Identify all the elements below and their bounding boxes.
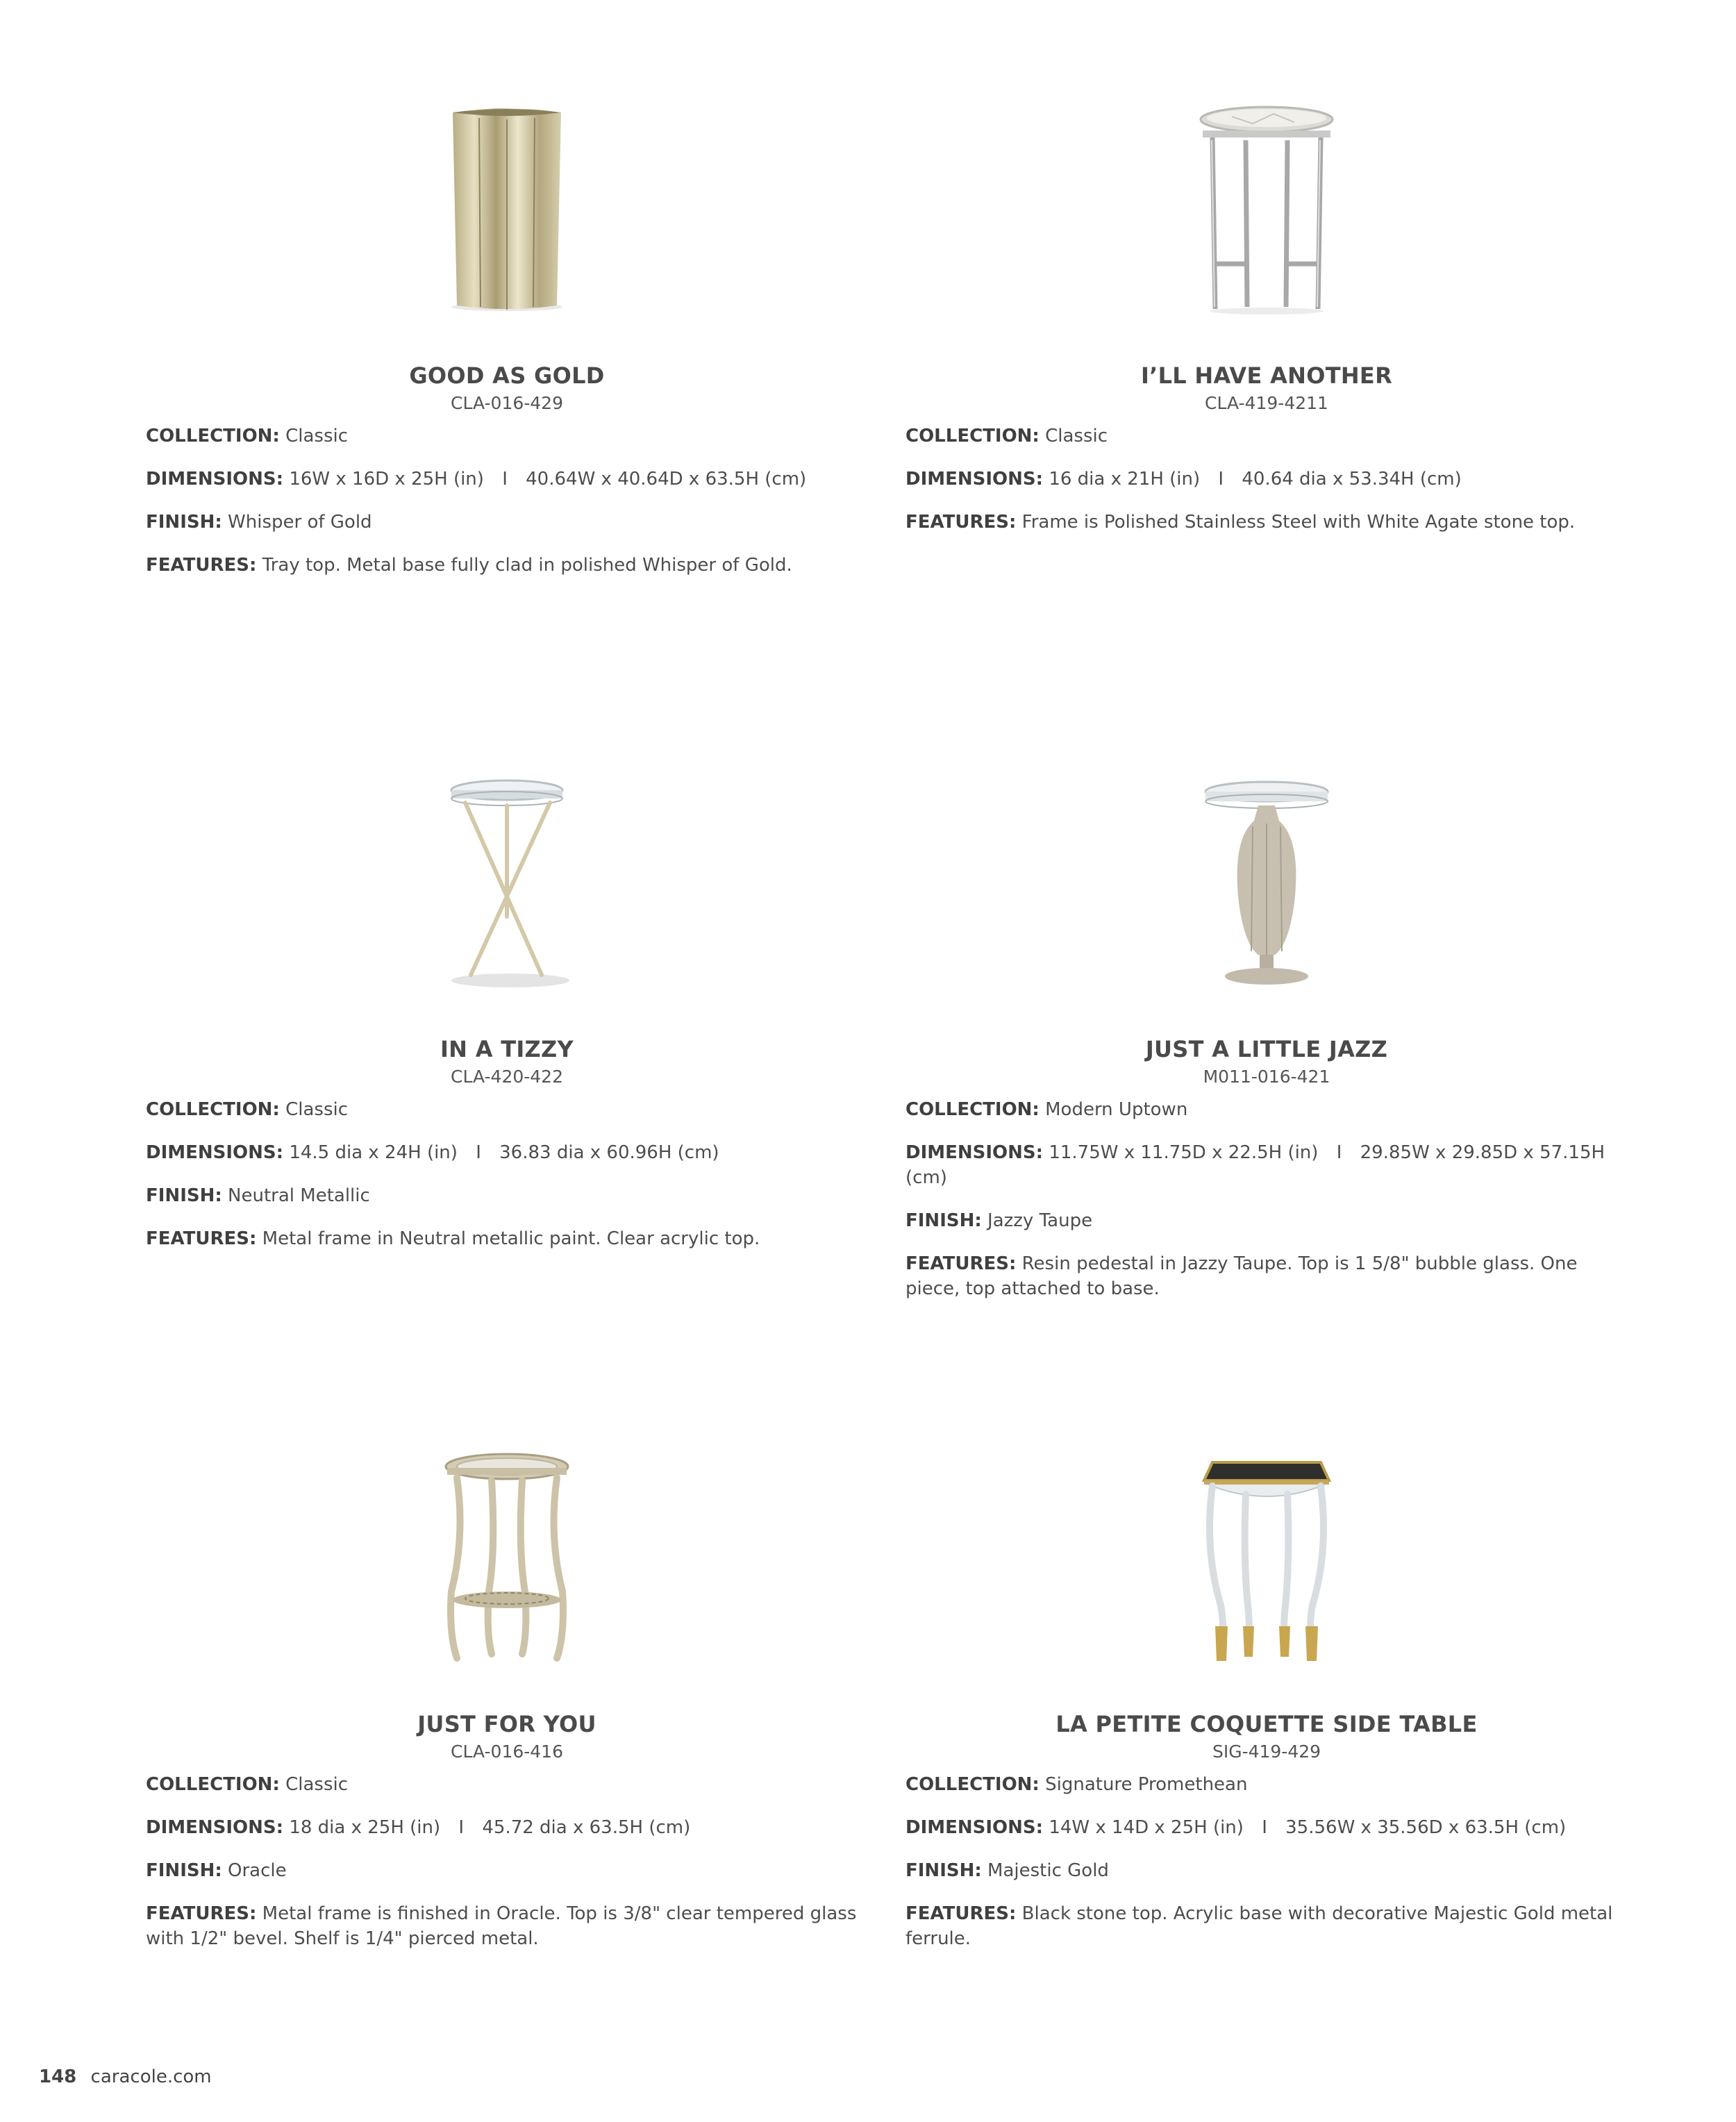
spec-value: Classic [1045, 426, 1108, 446]
spec-label: FINISH: [146, 1860, 222, 1881]
spec-finish [905, 1858, 1628, 1883]
page-footer [39, 2066, 212, 2087]
spec-label: COLLECTION: [905, 1774, 1040, 1795]
product-specs [905, 424, 1628, 553]
product-image [905, 778, 1628, 1021]
spec-finish [146, 1858, 868, 1883]
spec-finish [146, 1183, 868, 1208]
product-sku: CLA-016-429 [451, 393, 563, 413]
spec-value: Jazzy Taupe [987, 1210, 1093, 1231]
spec-value: Metal frame is finished in Oracle. Top is 3/8" clear tempered glass with 1/2" bevel. Shelf is 1/4" pierced metal. [146, 1903, 857, 1949]
spec-collection [146, 1097, 868, 1122]
product-sku: M011-016-421 [1203, 1067, 1330, 1087]
product-image [146, 778, 868, 1021]
spec-label: DIMENSIONS: [146, 1817, 284, 1838]
spec-value: Signature Promethean [1045, 1774, 1248, 1795]
spec-features [146, 1226, 868, 1251]
spec-dimensions [905, 467, 1628, 492]
dimensions-inches: 16W x 16D x 25H (in) [289, 469, 484, 490]
spec-label: FEATURES: [905, 1253, 1017, 1274]
spec-label: FINISH: [146, 1185, 222, 1206]
spec-value: Majestic Gold [987, 1860, 1109, 1881]
spec-collection [905, 424, 1628, 449]
product-image [905, 104, 1628, 347]
dimension-separator: I [458, 1817, 465, 1838]
spec-value: Oracle [228, 1860, 287, 1881]
spec-dimensions [146, 1140, 868, 1165]
spec-collection [146, 424, 868, 449]
dimension-separator: I [1336, 1142, 1342, 1163]
dimensions-centimeters: 40.64 dia x 53.34H (cm) [1242, 469, 1462, 490]
dimensions-centimeters: 36.83 dia x 60.96H (cm) [499, 1142, 719, 1163]
spec-label: FINISH: [905, 1860, 982, 1881]
spec-label: COLLECTION: [146, 1099, 280, 1120]
spec-label: DIMENSIONS: [146, 1142, 284, 1163]
spec-label: FINISH: [905, 1210, 982, 1231]
spec-features [146, 1901, 868, 1951]
spec-value: Metal frame in Neutral metallic paint. Clear acrylic top. [262, 1228, 760, 1249]
agate-steel-table-image [1190, 104, 1343, 326]
spec-collection [905, 1772, 1628, 1797]
spec-value: Classic [285, 426, 349, 446]
spec-features [146, 553, 868, 578]
spec-label: DIMENSIONS: [905, 1817, 1044, 1838]
spec-label: FEATURES: [146, 555, 257, 576]
product-title: JUST A LITTLE JAZZ [1145, 1036, 1388, 1062]
spec-label: FEATURES: [146, 1903, 257, 1924]
spec-label: COLLECTION: [146, 1774, 280, 1795]
product-specs [905, 1772, 1628, 1969]
product-specs [905, 1097, 1628, 1319]
spec-label: COLLECTION: [905, 1099, 1040, 1120]
spec-label: FEATURES: [905, 1903, 1017, 1924]
dimensions-centimeters: 45.72 dia x 63.5H (cm) [482, 1817, 691, 1838]
spec-features [905, 1901, 1628, 1951]
dimension-separator: I [1262, 1817, 1267, 1838]
product-specs [146, 1772, 868, 1969]
product-title: GOOD AS GOLD [409, 362, 605, 389]
spec-dimensions [146, 467, 868, 492]
spec-finish [146, 510, 868, 535]
product-sku: CLA-016-416 [451, 1741, 563, 1762]
oracle-round-table-image [437, 1453, 576, 1675]
acrylic-top-table-image [437, 778, 576, 1000]
spec-label: FINISH: [146, 512, 222, 533]
product-image [905, 1453, 1628, 1696]
product-specs [146, 424, 868, 596]
spec-value: Classic [285, 1774, 349, 1795]
spec-label: DIMENSIONS: [146, 469, 284, 490]
spec-finish [905, 1208, 1628, 1233]
spec-label: COLLECTION: [905, 426, 1040, 446]
product-title: I’LL HAVE ANOTHER [1140, 362, 1393, 389]
spec-label: FEATURES: [905, 512, 1017, 533]
spec-label: DIMENSIONS: [905, 1142, 1044, 1163]
gold-pedestal-table-image [437, 104, 576, 326]
dimensions-inches: 14.5 dia x 24H (in) [289, 1142, 458, 1163]
spec-label: FEATURES: [146, 1228, 257, 1249]
spec-value: Resin pedestal in Jazzy Taupe. Top is 1 5/8" bubble glass. One piece, top attached to base. [905, 1253, 1578, 1299]
spec-label: DIMENSIONS: [905, 469, 1044, 490]
dimensions-inches: 11.75W x 11.75D x 22.5H (in) [1049, 1142, 1319, 1163]
spec-value: Classic [285, 1099, 349, 1120]
spec-dimensions [905, 1140, 1628, 1190]
spec-features [905, 510, 1628, 535]
spec-value: Neutral Metallic [228, 1185, 370, 1206]
dimensions-inches: 16 dia x 21H (in) [1049, 469, 1201, 490]
spec-value: Whisper of Gold [228, 512, 372, 533]
spec-value: Frame is Polished Stainless Steel with White Agate stone top. [1021, 512, 1576, 533]
dimensions-centimeters: 40.64W x 40.64D x 63.5H (cm) [526, 469, 807, 490]
dimension-separator: I [502, 469, 508, 490]
product-title: IN A TIZZY [440, 1036, 574, 1062]
product-sku: CLA-420-422 [451, 1067, 563, 1087]
spec-features [905, 1251, 1628, 1301]
dimension-separator: I [476, 1142, 481, 1163]
spec-dimensions [146, 1815, 868, 1840]
product-sku: SIG-419-429 [1212, 1741, 1321, 1762]
product-image [146, 104, 868, 347]
spec-value: Black stone top. Acrylic base with decorative Majestic Gold metal ferrule. [905, 1903, 1613, 1949]
taupe-pedestal-table-image [1197, 778, 1336, 1000]
product-sku: CLA-419-4211 [1205, 393, 1328, 413]
spec-label: COLLECTION: [146, 426, 280, 446]
spec-dimensions [905, 1815, 1628, 1840]
dimensions-inches: 14W x 14D x 25H (in) [1049, 1817, 1244, 1838]
acrylic-leg-stone-top-table-image [1197, 1453, 1336, 1675]
dimensions-centimeters: 29.85W x 29.85D x 57.15H (cm) [905, 1142, 1605, 1188]
product-specs [146, 1097, 868, 1269]
page-number: 148 [39, 2066, 77, 2087]
spec-value: Modern Uptown [1045, 1099, 1188, 1120]
dimensions-centimeters: 35.56W x 35.56D x 63.5H (cm) [1285, 1817, 1567, 1838]
dimensions-inches: 18 dia x 25H (in) [289, 1817, 441, 1838]
website-link[interactable]: caracole.com [90, 2066, 212, 2087]
dimension-separator: I [1218, 469, 1224, 490]
product-title: LA PETITE COQUETTE SIDE TABLE [1055, 1711, 1478, 1737]
spec-value: Tray top. Metal base fully clad in polished Whisper of Gold. [262, 555, 792, 576]
product-image [146, 1453, 868, 1696]
product-title: JUST FOR YOU [417, 1711, 596, 1737]
spec-collection [905, 1097, 1628, 1122]
spec-collection [146, 1772, 868, 1797]
